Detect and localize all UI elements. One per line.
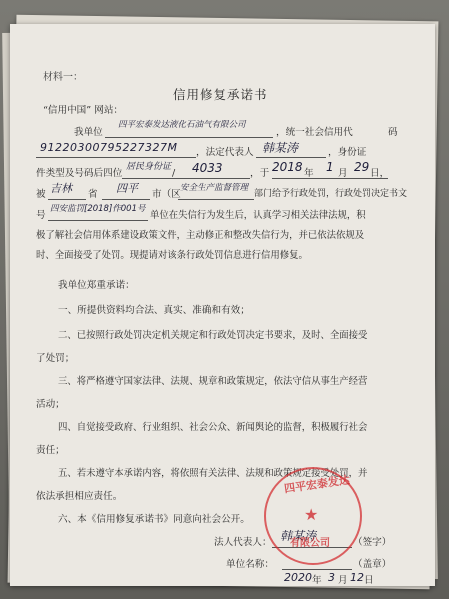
rep-name-handwritten: 韩某涛	[262, 141, 299, 155]
promise-intro: 我单位郑重承诺：	[58, 280, 135, 291]
promise-5: 五、若未遵守本承诺内容，将依照有关法律、法规和政策规定接受处罚，并	[58, 468, 368, 479]
rep-name-underline	[256, 157, 326, 158]
id-label: ，身份证	[328, 147, 367, 158]
decision-number-handwritten: 四安监罚[2018]作001号	[50, 204, 146, 214]
month-handwritten: 1	[326, 160, 334, 174]
dept-handwritten: 安全生产监督管理	[180, 183, 249, 193]
promise-1: 一、所提供资料均合法、真实、准确和有效；	[58, 305, 250, 316]
unit-name-underline	[105, 137, 273, 138]
credit-code-handwritten: 91220300795227327M	[40, 141, 178, 154]
promise-6: 六、本《信用修复承诺书》同意向社会公开。	[58, 514, 250, 525]
credit-code-label-end: 码	[388, 127, 398, 138]
id-type-handwritten: 居民身份证	[126, 162, 172, 172]
credit-code-underline	[36, 157, 196, 158]
date-day-handwritten: 12	[350, 571, 364, 584]
unit-name-handwritten: 四平宏泰发达液化石油气有限公司	[118, 120, 246, 130]
province-handwritten: 吉林	[50, 182, 72, 195]
rep-signature-handwritten: 韩某涛	[280, 529, 317, 543]
addressee: “信用中国” 网站：	[43, 105, 124, 116]
seal-star-icon: ★	[304, 505, 319, 524]
credit-code-label: ，统一社会信用代	[276, 127, 353, 138]
material-label: 材料一：	[43, 72, 83, 83]
rep-label: ，法定代表人	[196, 147, 254, 158]
document-page: 材料一： 信用修复承诺书 “信用中国” 网站： 我单位 四平宏泰发达液化石油气有限公司 ，统一社会信用代 码 91220300795227327M ，法定代表人 韩某涛 ，身份证 件类型及号码后四位 居民身份证 / 4033 ，于 2018 年 1 月 29 日， 被 吉林 省 四平 市（区 安全生产监督管理 部门给予行政处罚，行政处罚决定书文 号 四安监罚[2018]作001号 单位在失信行为发生后，认真学习相关法律法规，积 极了解社会信用体系建设政策文件，主动修正和整改失信行为，并已依法依规及 时、全面接受了处罚。现提请对该条行政处罚信息进行信用修复。 我单位郑重承诺： 一、所提供资料均合法、真实、准确和有效； 二、已按照行政处罚决定机关规定和行政处罚决定书要求，及时、全面接受 了处罚； 三、将严格遵守国家法律、法规、规章和政策规定，依法守信从事生产经营 活动； 四、自觉接受政府、行业组织、社会公众、新闻舆论的监督，积极履行社会 责任； 五、若未遵守本承诺内容，将依照有关法律、法规和政策规定接受处罚，并 依法承担相应责任。 六、本《信用修复承诺书》同意向社会公开。 法人代表人： 韩某涛 （签字） 单位名称： （盖章） 2020 年 3 月 12 日 四平宏泰发达 ★ 有限公司	[10, 24, 435, 586]
id-type-label: 件类型及号码后四位	[36, 168, 123, 179]
year-handwritten: 2018	[272, 160, 303, 174]
id-last4-handwritten: 4033	[192, 161, 223, 175]
date-year-handwritten: 2020	[284, 571, 312, 584]
id-underline	[122, 178, 250, 179]
promise-2: 二、已按照行政处罚决定机关规定和行政处罚决定书要求，及时、全面接受	[58, 330, 368, 341]
unit-signature-label: 单位名称：	[226, 559, 274, 570]
promise-3: 三、将严格遵守国家法律、法规、规章和政策规定，依法守信从事生产经营	[58, 376, 368, 387]
date-month-handwritten: 3	[328, 571, 335, 584]
company-seal: 四平宏泰发达 ★ 有限公司	[264, 467, 362, 565]
city-handwritten: 四平	[116, 182, 138, 195]
rep-signature-label: 法人代表人：	[214, 537, 272, 548]
promise-4: 四、自觉接受政府、行业组织、社会公众、新闻舆论的监督，积极履行社会	[58, 422, 368, 433]
unit-prefix: 我单位	[74, 127, 103, 138]
day-handwritten: 29	[354, 160, 370, 174]
page-title: 信用修复承诺书	[173, 87, 268, 102]
